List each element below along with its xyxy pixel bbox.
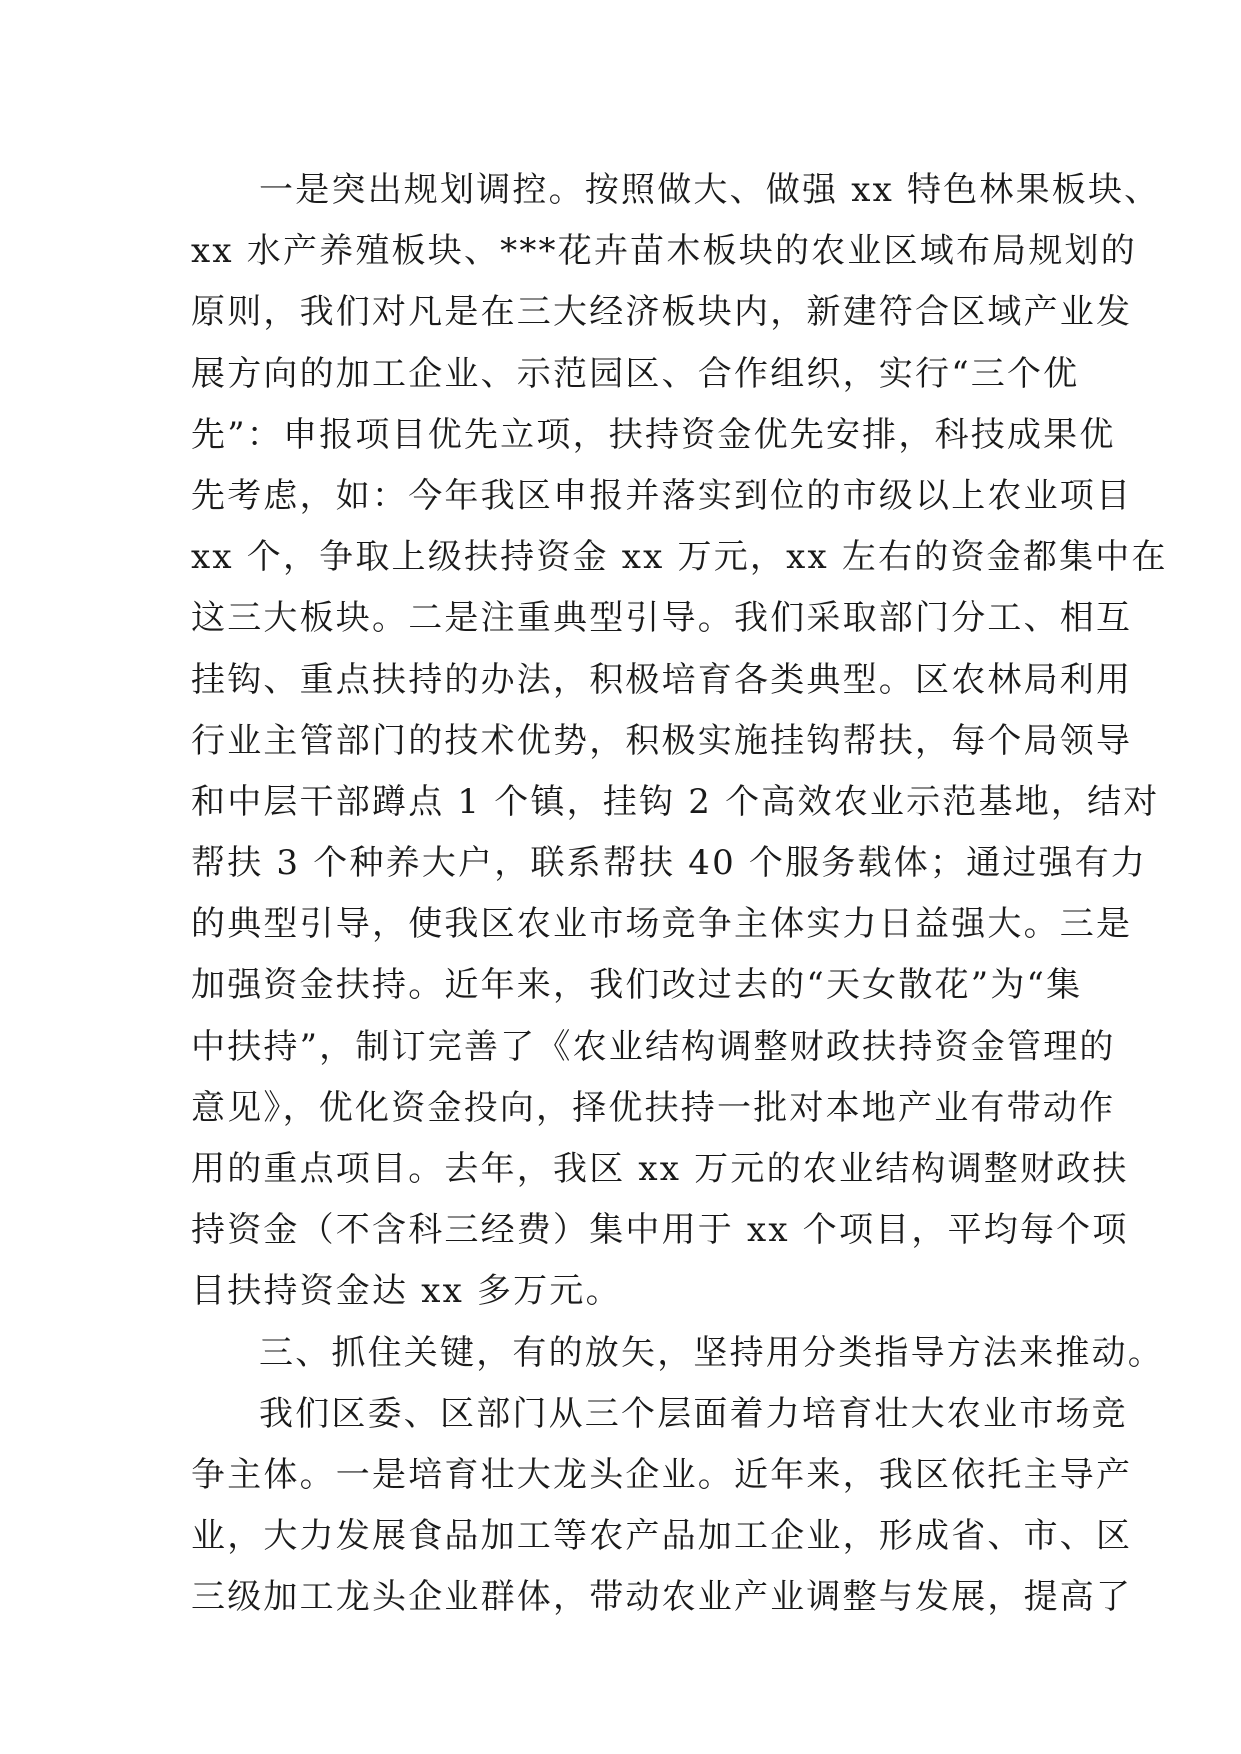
text-line: xx 水产养殖板块、***花卉苗木板块的农业区域布局规划的	[191, 231, 1137, 272]
text-line: 持资金（不含科三经费）集中用于 xx 个项目，平均每个项	[191, 1210, 1129, 1251]
text-line: 三级加工龙头企业群体，带动农业产业调整与发展，提高了	[191, 1577, 1133, 1618]
text-line: 展方向的加工企业、示范园区、合作组织，实行“三个优	[191, 353, 1080, 394]
text-line: 意见》，优化资金投向，择优扶持一批对本地产业有带动作	[191, 1087, 1116, 1128]
text-line: 中扶持”，制订完善了《农业结构调整财政扶持资金管理的	[191, 1026, 1116, 1067]
text-line: 目扶持资金达 xx 多万元。	[191, 1271, 622, 1312]
text-line: 这三大板块。二是注重典型引导。我们采取部门分工、相互	[191, 598, 1133, 639]
text-line: 业，大力发展食品加工等农产品加工企业，形成省、市、区	[191, 1516, 1133, 1557]
text-line: xx 个，争取上级扶持资金 xx 万元，xx 左右的资金都集中在	[191, 537, 1168, 578]
text-line: 加强资金扶持。近年来，我们改过去的“天女散花”为“集	[191, 965, 1083, 1006]
text-line: 的典型引导，使我区农业市场竞争主体实力日益强大。三是	[191, 904, 1133, 945]
text-line: 和中层干部蹲点 1 个镇，挂钩 2 个高效农业示范基地，结对	[191, 781, 1160, 822]
text-line: 先”：申报项目优先立项，扶持资金优先安排，科技成果优	[191, 414, 1116, 455]
text-line: 先考虑，如：今年我区申报并落实到位的市级以上农业项目	[191, 475, 1133, 516]
text-line: 行业主管部门的技术优势，积极实施挂钩帮扶，每个局领导	[191, 720, 1133, 761]
text-line: 争主体。一是培育壮大龙头企业。近年来，我区依托主导产	[191, 1454, 1133, 1495]
text-line: 我们区委、区部门从三个层面着力培育壮大农业市场竞	[259, 1393, 1128, 1434]
section-heading: 三、抓住关键，有的放矢，坚持用分类指导方法来推动。	[259, 1332, 1164, 1373]
text-line: 原则，我们对凡是在三大经济板块内，新建符合区域产业发	[191, 292, 1133, 333]
text-line: 帮扶 3 个种养大户，联系帮扶 40 个服务载体；通过强有力	[191, 843, 1148, 884]
text-line: 挂钩、重点扶持的办法，积极培育各类典型。区农林局利用	[191, 659, 1133, 700]
text-line: 用的重点项目。去年，我区 xx 万元的农业结构调整财政扶	[191, 1149, 1129, 1189]
text-line: 一是突出规划调控。按照做大、做强 xx 特色林果板块、	[259, 170, 1161, 210]
body-text	[191, 160, 1191, 1629]
